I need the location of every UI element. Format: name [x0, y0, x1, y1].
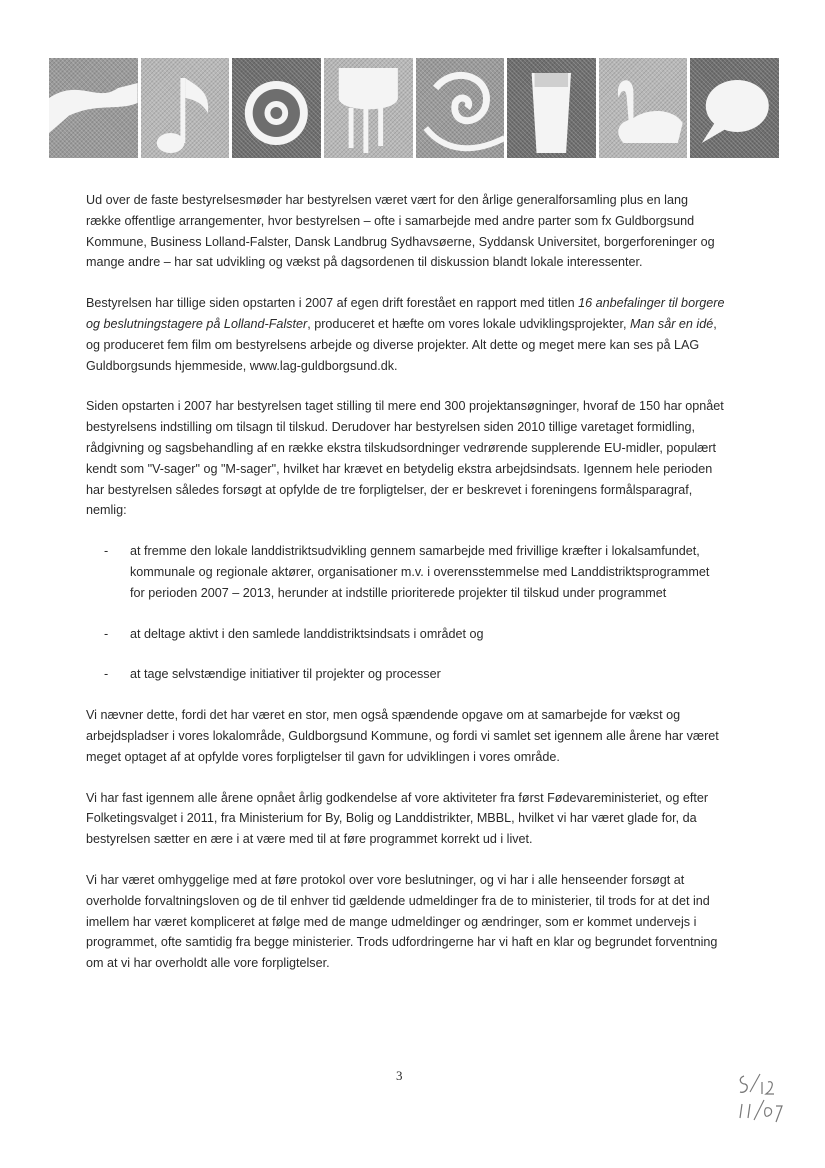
paragraph-2-text-a: Bestyrelsen har tillige siden opstarten i 2007 af egen drift forestået en rapport med titlen — [86, 296, 579, 311]
report-title: 16 anbefalinger til borgere og beslutningstagere på Lolland-Falster — [86, 296, 725, 331]
list-item — [86, 541, 726, 603]
handwritten-annotation — [736, 1068, 786, 1128]
paragraph-2-text-b: , produceret et hæfte om vores lokale udviklingsprojekter, — [307, 316, 630, 331]
at-sign-icon — [232, 58, 321, 158]
paragraph-4: Vi nævner dette, fordi det har været en stor, men også spændende opgave om at samarbejde for vækst og arbejdspladser i vores lokalområde, Guldborgsund Kommune, og fordi vi samlet set igennem alle årene har været meget optaget af at opfylde vores forpligtelser til gavn for udviklingen i vores område. — [86, 708, 719, 764]
paragraph-2-text-c: , og produceret fem film om bestyrelsens arbejde og diverse projekter. Alt dette og meget mere kan ses på LAG Guldborgsunds hjemmeside, www.lag-guldborgsund.dk. — [86, 316, 717, 373]
booklet-title: Man sår en idé — [629, 316, 714, 331]
speech-bubble-icon — [690, 58, 779, 158]
list-dash: - — [104, 626, 109, 641]
paragraph-2 — [86, 293, 726, 376]
road-icon — [49, 58, 138, 158]
list-dash: - — [104, 544, 109, 559]
list-item-text: at tage selvstændige initiativer til projekter og processer — [130, 667, 441, 682]
list-item-text: at deltage aktivt i den samlede landdistriktsindsats i området og — [130, 626, 484, 641]
glass-of-milk-icon — [507, 58, 596, 158]
music-note-icon — [141, 58, 230, 158]
spiral-icon — [416, 58, 505, 158]
swan-icon — [599, 58, 688, 158]
list-dash: - — [104, 667, 109, 682]
page-number: 3 — [396, 1068, 403, 1083]
paragraph-5: Vi har fast igennem alle årene opnået årlig godkendelse af vore aktiviteter fra først Fødevareministeriet, og efter Folketingsvalget i 2011, fra Ministerium for By, Bolig og Landdistrikter, MBBL, hvilket vi har været glade for, da bestyrelsen sætter en ære i at være med til at føre programmet korrekt ud i livet. — [86, 790, 709, 847]
obligations-list — [86, 541, 726, 685]
paragraph-3: Siden opstarten i 2007 har bestyrelsen taget stilling til mere end 300 projektansøgninger, hvoraf de 150 har opnået bestyrelsens indstilling om tilsagn til tilskud. Derudover har bestyrelsen siden 2010 tillige varetaget formidling, rådgivning og sagsbehandling af en række ekstra tilskudsordninger vedrørende supplerende EU-midler, populært kendt som "V-sager" og "M-sager", hvilket har krævet en betydelig ekstra arbejdsindsats. Igennem hele perioden har bestyrelsen således forsøgt at opfylde de tre forpligtelser, der er beskrevet i foreningens formålsparagraf, nemlig: — [86, 399, 724, 518]
paragraph-6: Vi har været omhyggelige med at føre protokol over vore beslutninger, og vi har i alle henseender forsøgt at overholde forvaltningsloven og de til enhver tid gældende udmeldinger fra de to ministerier, til trods for at det ind imellem har været kompliceret at følge med de mange udmeldinger og ændringer, som er kommet undervejs i programmet, ofte samtidig fra begge ministerier. Trods udfordringerne har vi haft en klar og begrundet forventning om at vi har overholdt alle vore forpligtelser. — [86, 872, 718, 971]
list-item-text: at fremme den lokale landdistriktsudvikling gennem samarbejde med frivillige kræfter i lokalsamfundet, kommunale og regionale aktører, organisationer m.v. i overensstemmelse med Landdistriktsprogrammet for perioden 2007 – 2013, herunder at indstille prioriterede projekter til tilskud under programmet — [130, 544, 710, 600]
document-body — [86, 190, 726, 994]
list-item — [86, 624, 726, 645]
list-item — [86, 664, 726, 685]
paragraph-1: Ud over de faste bestyrelsesmøder har bestyrelsen været vært for den årlige generalforsamling plus en lang række offentlige arrangementer, hvor bestyrelsen – ofte i samarbejde med andre parter som fx Guldborgsund Kommune, Business Lolland-Falster, Dansk Landbrug Sydhavsøerne, Syddansk Universitet, borgerforeninger og mange andre – har sat udvikling og vækst på dagsordenen til diskussion blandt lokale interessenter. — [86, 193, 715, 270]
header-banner — [49, 58, 779, 158]
jellyfish-icon — [324, 58, 413, 158]
